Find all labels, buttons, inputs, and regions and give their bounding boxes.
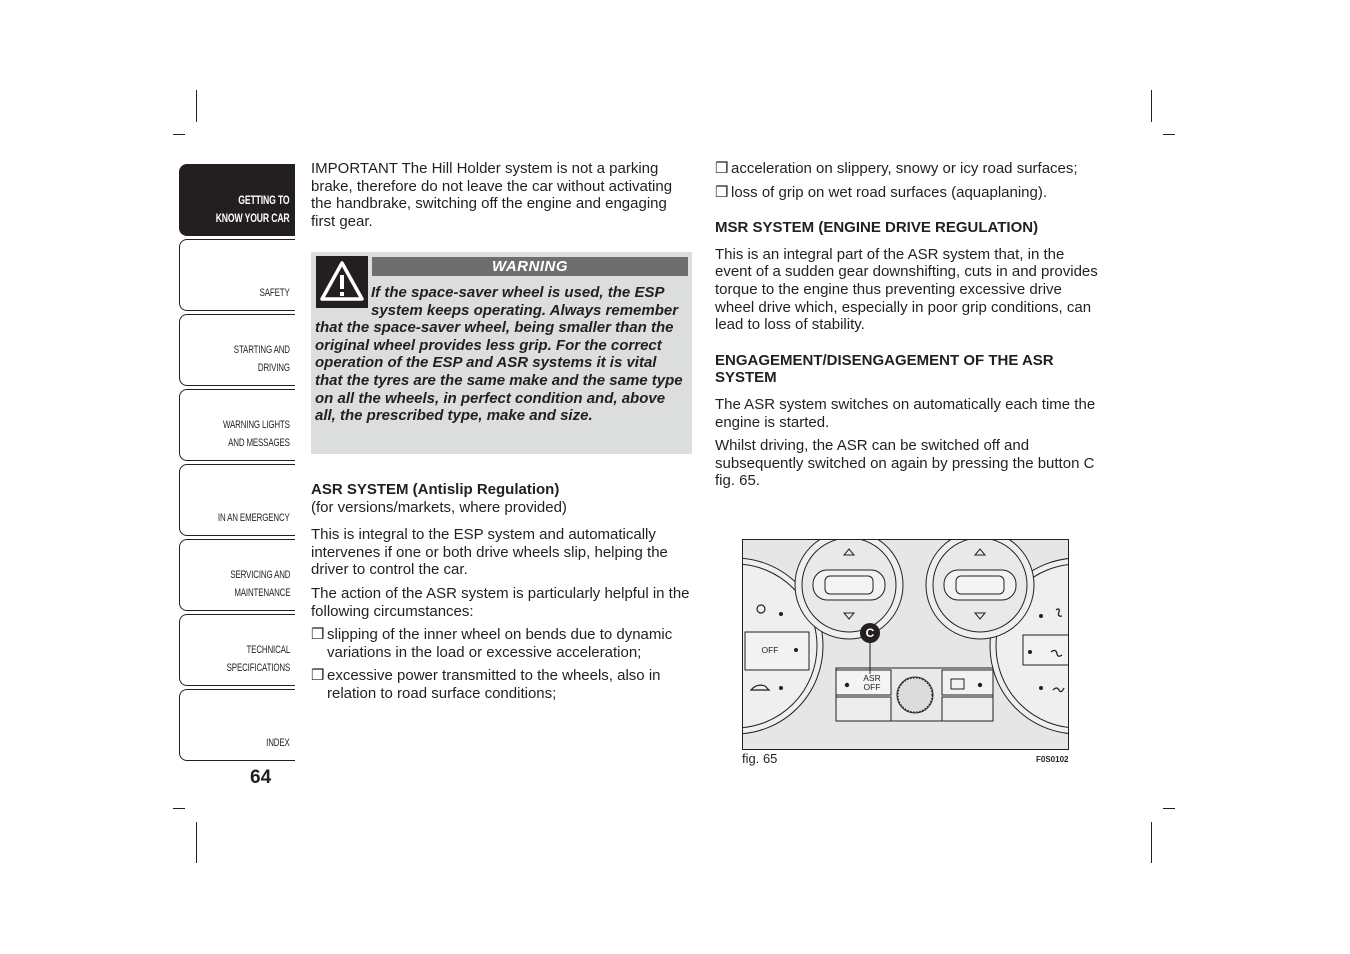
crop-mark bbox=[173, 134, 185, 135]
engagement-heading: ENGAGEMENT/DISENGAGEMENT OF THE ASR SYSTEM bbox=[715, 351, 1054, 387]
list-item: ❒ excessive power transmitted to the wheels, also in relation to road surface conditions; bbox=[311, 667, 661, 702]
page-number: 64 bbox=[250, 767, 272, 788]
crop-mark bbox=[1163, 808, 1175, 809]
important-note bbox=[311, 160, 694, 236]
tab-technical-specifications[interactable]: TECHNICAL SPECIFICATIONS bbox=[179, 614, 295, 686]
tab-getting-to-know-your-car[interactable]: GETTING TO KNOW YOUR CAR bbox=[179, 164, 295, 236]
warning-title: WARNING bbox=[372, 257, 688, 276]
engagement-paragraph-2: Whilst driving, the ASR can be switched off and subsequently switched on again by pressing the button C fig. 65. bbox=[715, 437, 1095, 490]
asr-paragraph-2: The action of the ASR system is particularly helpful in the following circumstances: bbox=[311, 584, 690, 620]
figure-caption: fig. 65 bbox=[742, 751, 778, 766]
figure-label-c: C bbox=[865, 626, 875, 640]
list-item: ❒ slipping of the inner wheel on bends due to dynamic variations in the load or excessive acceleration; bbox=[311, 626, 673, 661]
warning-text: If the space-saver wheel is used, the ESP system keeps operating. Always remember that the space-saver wheel, being smaller than the original wheel provides less grip. For the correct operation of the ESP and ASR systems it is vital that the tyres are the same make and the same type on all the wheels, in perfect condition and, above all, the prescribed type, make and size. bbox=[315, 284, 683, 425]
climate-panel-drawing bbox=[743, 540, 1069, 750]
crop-mark bbox=[196, 822, 197, 863]
off-button-label: OFF bbox=[761, 645, 779, 655]
important-text: IMPORTANT The Hill Holder system is not a parking brake, therefore do not leave the car without activating the handbrake, switching off the engine and engaging first gear. bbox=[311, 160, 673, 230]
figure-code: F0S0102 bbox=[1036, 755, 1069, 764]
asr-off-label: OFF bbox=[863, 682, 881, 692]
right-column bbox=[715, 160, 1100, 496]
crop-mark bbox=[196, 90, 197, 122]
asr-button-label: ASR bbox=[863, 673, 881, 683]
tab-warning-lights[interactable]: WARNING LIGHTS AND MESSAGES bbox=[179, 389, 295, 461]
engagement-paragraph-1: The ASR system switches on automatically each time the engine is started. bbox=[715, 395, 1096, 431]
list-item: ❒ acceleration on slippery, snowy or icy road surfaces; bbox=[715, 160, 1078, 177]
crop-mark bbox=[173, 808, 185, 809]
msr-paragraph: This is an integral part of the ASR system that, in the event of a sudden gear downshifting, cuts in and provides torque to the engine thus preventing excessive drive wheel drive which, especially in poor grip conditions, can lead to loss of stability. bbox=[715, 245, 1098, 334]
tab-starting-and-driving[interactable]: STARTING AND DRIVING bbox=[179, 314, 295, 386]
asr-paragraph-1: This is integral to the ESP system and automatically intervenes if one or both drive wheels slip, helping the driver to control the car. bbox=[311, 526, 668, 579]
asr-subheading: (for versions/markets, where provided) bbox=[311, 498, 567, 516]
crop-mark bbox=[1151, 90, 1152, 122]
tab-servicing[interactable]: SERVICING AND MAINTENANCE bbox=[179, 539, 295, 611]
crop-mark bbox=[1151, 822, 1152, 863]
figure-climate-panel bbox=[742, 539, 1069, 750]
asr-heading: ASR SYSTEM (Antislip Regulation) bbox=[311, 481, 560, 498]
tab-safety[interactable]: SAFETY bbox=[179, 239, 295, 311]
tab-index[interactable]: INDEX bbox=[179, 689, 295, 761]
list-item: ❒ loss of grip on wet road surfaces (aquaplaning). bbox=[715, 183, 1048, 201]
tab-in-an-emergency[interactable]: IN AN EMERGENCY bbox=[179, 464, 295, 536]
asr-section bbox=[311, 481, 694, 709]
crop-mark bbox=[1163, 134, 1175, 135]
msr-heading: MSR SYSTEM (ENGINE DRIVE REGULATION) bbox=[715, 219, 1039, 237]
